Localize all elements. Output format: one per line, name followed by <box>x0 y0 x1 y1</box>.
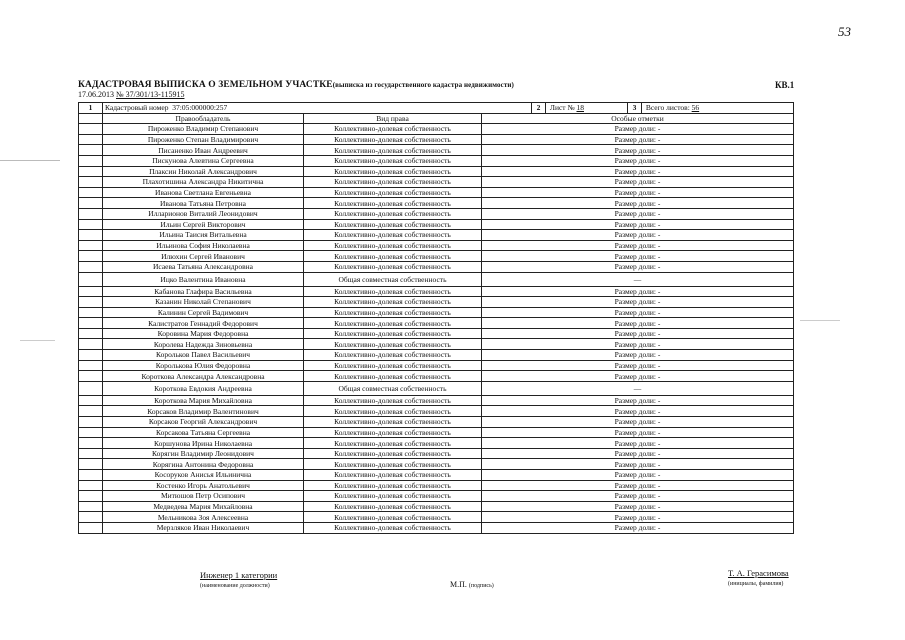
row-blank-cell <box>79 448 103 459</box>
info-row <box>79 103 794 114</box>
right-type-cell: Коллективно-долевая собственность <box>304 166 482 177</box>
row-blank-cell <box>79 155 103 166</box>
scan-artifact <box>0 160 60 161</box>
note-cell: Размер доли: - <box>482 307 794 318</box>
owner-cell: Иванова Светлана Евгеньевна <box>103 187 304 198</box>
right-type-cell: Коллективно-долевая собственность <box>304 371 482 382</box>
row-blank-cell <box>79 177 103 188</box>
right-type-cell: Коллективно-долевая собственность <box>304 339 482 350</box>
table-row <box>79 286 794 297</box>
table-row <box>79 350 794 361</box>
column-header-owner: Правообладатель <box>103 113 304 124</box>
owner-cell: Пироженко Владимир Степанович <box>103 124 304 135</box>
note-cell: Размер доли: - <box>482 395 794 406</box>
signer-name: Т. А. Герасимова <box>728 568 789 578</box>
row-blank-cell <box>79 272 103 286</box>
note-cell: Размер доли: - <box>482 208 794 219</box>
note-cell: Размер доли: - <box>482 491 794 502</box>
owner-cell: Калинин Сергей Вадимович <box>103 307 304 318</box>
owner-cell: Медведева Мария Михайловна <box>103 501 304 512</box>
note-cell: Размер доли: - <box>482 459 794 470</box>
row-blank-cell <box>79 360 103 371</box>
right-type-cell: Коллективно-долевая собственность <box>304 522 482 533</box>
signer-position-caption: (наименование должности) <box>200 583 270 589</box>
owner-cell: Казанин Николай Степанович <box>103 297 304 308</box>
stamp-label: М.П. <box>450 580 467 589</box>
owner-cell: Корольков Павел Васильевич <box>103 350 304 361</box>
owner-cell: Ицко Валентина Ивановна <box>103 272 304 286</box>
right-type-cell: Коллективно-долевая собственность <box>304 318 482 329</box>
right-type-cell: Коллективно-долевая собственность <box>304 261 482 272</box>
owner-cell: Ильинова София Николаевна <box>103 240 304 251</box>
row-blank-cell <box>79 381 103 395</box>
note-cell: Размер доли: - <box>482 470 794 481</box>
row-blank-cell <box>79 286 103 297</box>
note-cell: Размер доли: - <box>482 134 794 145</box>
row-blank-cell <box>79 470 103 481</box>
row-blank-cell <box>79 134 103 145</box>
note-cell: Размер доли: - <box>482 417 794 428</box>
note-cell: Размер доли: - <box>482 328 794 339</box>
sheet-number-cell <box>546 103 628 114</box>
row-blank-cell <box>79 501 103 512</box>
note-cell: Размер доли: - <box>482 198 794 209</box>
right-type-cell: Коллективно-долевая собственность <box>304 360 482 371</box>
cadastral-number-label: Кадастровый номер <box>105 103 169 113</box>
owner-cell: Пискунова Алевтина Сергеевна <box>103 155 304 166</box>
table-row <box>79 406 794 417</box>
scan-artifact <box>800 320 840 321</box>
right-type-cell: Общая совместная собственность <box>304 381 482 395</box>
note-cell: Размер доли: - <box>482 187 794 198</box>
row-blank-cell <box>79 318 103 329</box>
signer-name-caption: (инициалы, фамилия) <box>728 581 784 587</box>
owner-cell: Ильин Сергей Викторович <box>103 219 304 230</box>
right-type-cell: Коллективно-долевая собственность <box>304 470 482 481</box>
document-date: 17.06.2013 <box>78 90 114 99</box>
table-row <box>79 339 794 350</box>
owner-cell: Илюхин Сергей Иванович <box>103 251 304 262</box>
right-type-cell: Коллективно-долевая собственность <box>304 198 482 209</box>
row-blank-cell <box>79 166 103 177</box>
table-row <box>79 208 794 219</box>
table-row <box>79 512 794 523</box>
owner-cell: Корягин Владимир Леонидович <box>103 448 304 459</box>
right-type-cell: Коллективно-долевая собственность <box>304 297 482 308</box>
right-type-cell: Коллективно-долевая собственность <box>304 512 482 523</box>
sheet-number-value: 18 <box>576 103 584 113</box>
note-cell: Размер доли: - <box>482 360 794 371</box>
info-index-1: 1 <box>79 103 103 114</box>
table-row <box>79 318 794 329</box>
table-row <box>79 417 794 428</box>
right-type-cell: Коллективно-долевая собственность <box>304 406 482 417</box>
note-cell: — <box>482 272 794 286</box>
right-type-cell: Коллективно-долевая собственность <box>304 177 482 188</box>
blank-cell <box>79 113 103 124</box>
table-row <box>79 491 794 502</box>
note-cell: Размер доли: - <box>482 240 794 251</box>
total-sheets-cell <box>642 103 794 114</box>
row-blank-cell <box>79 297 103 308</box>
row-blank-cell <box>79 417 103 428</box>
note-cell: Размер доли: - <box>482 501 794 512</box>
row-blank-cell <box>79 427 103 438</box>
row-blank-cell <box>79 350 103 361</box>
row-blank-cell <box>79 406 103 417</box>
table-row <box>79 177 794 188</box>
row-blank-cell <box>79 307 103 318</box>
note-cell: Размер доли: - <box>482 512 794 523</box>
right-type-cell: Коллективно-долевая собственность <box>304 240 482 251</box>
column-header-right-type: Вид права <box>304 113 482 124</box>
right-type-cell: Коллективно-долевая собственность <box>304 438 482 449</box>
owner-cell: Илларионов Виталий Леонидович <box>103 208 304 219</box>
table-row <box>79 155 794 166</box>
note-cell: Размер доли: - <box>482 177 794 188</box>
table-header-row <box>79 113 794 124</box>
signer-position: Инженер 1 категории <box>200 570 278 580</box>
right-type-cell: Коллективно-долевая собственность <box>304 417 482 428</box>
owner-cell: Корсакова Татьяна Сергеевна <box>103 427 304 438</box>
row-blank-cell <box>79 198 103 209</box>
row-blank-cell <box>79 124 103 135</box>
note-cell: Размер доли: - <box>482 522 794 533</box>
row-blank-cell <box>79 512 103 523</box>
document-title <box>78 80 514 90</box>
cadastral-number-cell <box>103 103 532 114</box>
table-row <box>79 230 794 241</box>
row-blank-cell <box>79 208 103 219</box>
owner-cell: Митюшов Петр Осипович <box>103 491 304 502</box>
table-row <box>79 166 794 177</box>
right-type-cell: Коллективно-долевая собственность <box>304 480 482 491</box>
info-index-3: 3 <box>628 103 642 114</box>
owner-cell: Пироженко Степан Владимирович <box>103 134 304 145</box>
note-cell: Размер доли: - <box>482 261 794 272</box>
table-row <box>79 307 794 318</box>
table-row <box>79 480 794 491</box>
owner-cell: Короткова Евдокия Андреевна <box>103 381 304 395</box>
table-row <box>79 522 794 533</box>
note-cell: Размер доли: - <box>482 427 794 438</box>
owner-cell: Короткова Александра Александровна <box>103 371 304 382</box>
right-type-cell: Коллективно-долевая собственность <box>304 286 482 297</box>
table-row <box>79 438 794 449</box>
owner-cell: Королева Надежда Зиновьевна <box>103 339 304 350</box>
column-header-notes: Особые отметки <box>482 113 794 124</box>
owner-cell: Иванова Татьяна Петровна <box>103 198 304 209</box>
table-row <box>79 371 794 382</box>
table-row <box>79 328 794 339</box>
right-type-cell: Коллективно-долевая собственность <box>304 459 482 470</box>
note-cell: Размер доли: - <box>482 480 794 491</box>
owner-cell: Корягина Антонина Федоровна <box>103 459 304 470</box>
right-type-cell: Коллективно-долевая собственность <box>304 124 482 135</box>
note-cell: Размер доли: - <box>482 155 794 166</box>
table-row <box>79 261 794 272</box>
row-blank-cell <box>79 187 103 198</box>
table-row <box>79 124 794 135</box>
info-index-2: 2 <box>532 103 546 114</box>
note-cell: — <box>482 381 794 395</box>
table-row <box>79 297 794 308</box>
row-blank-cell <box>79 230 103 241</box>
page-number: 53 <box>838 24 851 39</box>
total-sheets-label: Всего листов: <box>645 103 690 113</box>
note-cell: Размер доли: - <box>482 145 794 156</box>
table-row <box>79 219 794 230</box>
table-row <box>79 251 794 262</box>
right-type-cell: Коллективно-долевая собственность <box>304 208 482 219</box>
table-row <box>79 381 794 395</box>
table-row <box>79 198 794 209</box>
sheet-number-label: Лист № <box>549 103 575 113</box>
owner-cell: Кабанова Глафира Васильевна <box>103 286 304 297</box>
right-type-cell: Коллективно-долевая собственность <box>304 427 482 438</box>
title-text: КАДАСТРОВАЯ ВЫПИСКА О ЗЕМЕЛЬНОМ УЧАСТКЕ <box>78 80 333 90</box>
owner-cell: Плахотишина Александра Никитична <box>103 177 304 188</box>
note-cell: Размер доли: - <box>482 438 794 449</box>
right-type-cell: Коллективно-долевая собственность <box>304 145 482 156</box>
right-type-cell: Коллективно-долевая собственность <box>304 501 482 512</box>
table-row <box>79 459 794 470</box>
table-row <box>79 145 794 156</box>
title-subtitle: (выписка из государственного кадастра недвижимости) <box>332 81 514 89</box>
stamp-signature-block <box>450 580 494 589</box>
right-type-cell: Коллективно-долевая собственность <box>304 350 482 361</box>
row-blank-cell <box>79 145 103 156</box>
owner-cell: Калистратов Геннадий Федорович <box>103 318 304 329</box>
table-row <box>79 360 794 371</box>
owner-cell: Ильина Таисия Витальевна <box>103 230 304 241</box>
owner-cell: Писаненко Иван Андреевич <box>103 145 304 156</box>
owner-cell: Костенко Игорь Анатольевич <box>103 480 304 491</box>
note-cell: Размер доли: - <box>482 230 794 241</box>
table-row <box>79 187 794 198</box>
table-row <box>79 272 794 286</box>
right-type-cell: Коллективно-долевая собственность <box>304 230 482 241</box>
row-blank-cell <box>79 480 103 491</box>
note-cell: Размер доли: - <box>482 371 794 382</box>
document-number: № 37/301/13-115915 <box>116 90 185 99</box>
signer-position-block <box>200 570 277 589</box>
owner-cell: Косоруков Анисья Ильинична <box>103 470 304 481</box>
row-blank-cell <box>79 251 103 262</box>
owner-cell: Мерзляков Иван Николаевич <box>103 522 304 533</box>
right-type-cell: Коллективно-долевая собственность <box>304 219 482 230</box>
table-row <box>79 470 794 481</box>
table-row <box>79 134 794 145</box>
owner-cell: Мельникова Зоя Алексеевна <box>103 512 304 523</box>
row-blank-cell <box>79 459 103 470</box>
rights-table <box>78 102 794 534</box>
owner-cell: Коровина Мария Федоровна <box>103 328 304 339</box>
table-row <box>79 448 794 459</box>
row-blank-cell <box>79 261 103 272</box>
note-cell: Размер доли: - <box>482 251 794 262</box>
right-type-cell: Коллективно-долевая собственность <box>304 307 482 318</box>
note-cell: Размер доли: - <box>482 124 794 135</box>
signature-caption: (подпись) <box>468 583 494 589</box>
note-cell: Размер доли: - <box>482 297 794 308</box>
right-type-cell: Общая совместная собственность <box>304 272 482 286</box>
owner-cell: Коршунова Ирина Николаевна <box>103 438 304 449</box>
right-type-cell: Коллективно-долевая собственность <box>304 187 482 198</box>
row-blank-cell <box>79 371 103 382</box>
note-cell: Размер доли: - <box>482 448 794 459</box>
table-row <box>79 501 794 512</box>
row-blank-cell <box>79 240 103 251</box>
row-blank-cell <box>79 522 103 533</box>
row-blank-cell <box>79 438 103 449</box>
note-cell: Размер доли: - <box>482 350 794 361</box>
right-type-cell: Коллективно-долевая собственность <box>304 251 482 262</box>
signer-name-block <box>728 568 789 587</box>
owner-cell: Короткова Мария Михайловна <box>103 395 304 406</box>
row-blank-cell <box>79 491 103 502</box>
cadastral-number-value: 37:05:000000:257 <box>172 103 228 113</box>
total-sheets-value: 56 <box>691 103 700 113</box>
owner-cell: Исаева Татьяна Александровна <box>103 261 304 272</box>
note-cell: Размер доли: - <box>482 219 794 230</box>
row-blank-cell <box>79 219 103 230</box>
owner-cell: Корсаков Владимир Валентинович <box>103 406 304 417</box>
right-type-cell: Коллективно-долевая собственность <box>304 328 482 339</box>
table-row <box>79 395 794 406</box>
form-code: КВ.1 <box>775 80 795 90</box>
note-cell: Размер доли: - <box>482 406 794 417</box>
note-cell: Размер доли: - <box>482 318 794 329</box>
right-type-cell: Коллективно-долевая собственность <box>304 395 482 406</box>
owner-cell: Плаксин Николай Александрович <box>103 166 304 177</box>
table-row <box>79 240 794 251</box>
right-type-cell: Коллективно-долевая собственность <box>304 134 482 145</box>
note-cell: Размер доли: - <box>482 166 794 177</box>
row-blank-cell <box>79 395 103 406</box>
note-cell: Размер доли: - <box>482 286 794 297</box>
table-row <box>79 427 794 438</box>
right-type-cell: Коллективно-долевая собственность <box>304 491 482 502</box>
owner-cell: Корсаков Георгий Александрович <box>103 417 304 428</box>
owner-cell: Королькова Юлия Федоровна <box>103 360 304 371</box>
row-blank-cell <box>79 328 103 339</box>
document-date-number <box>78 90 184 99</box>
row-blank-cell <box>79 339 103 350</box>
scan-artifact <box>20 340 55 341</box>
right-type-cell: Коллективно-долевая собственность <box>304 155 482 166</box>
note-cell: Размер доли: - <box>482 339 794 350</box>
right-type-cell: Коллективно-долевая собственность <box>304 448 482 459</box>
